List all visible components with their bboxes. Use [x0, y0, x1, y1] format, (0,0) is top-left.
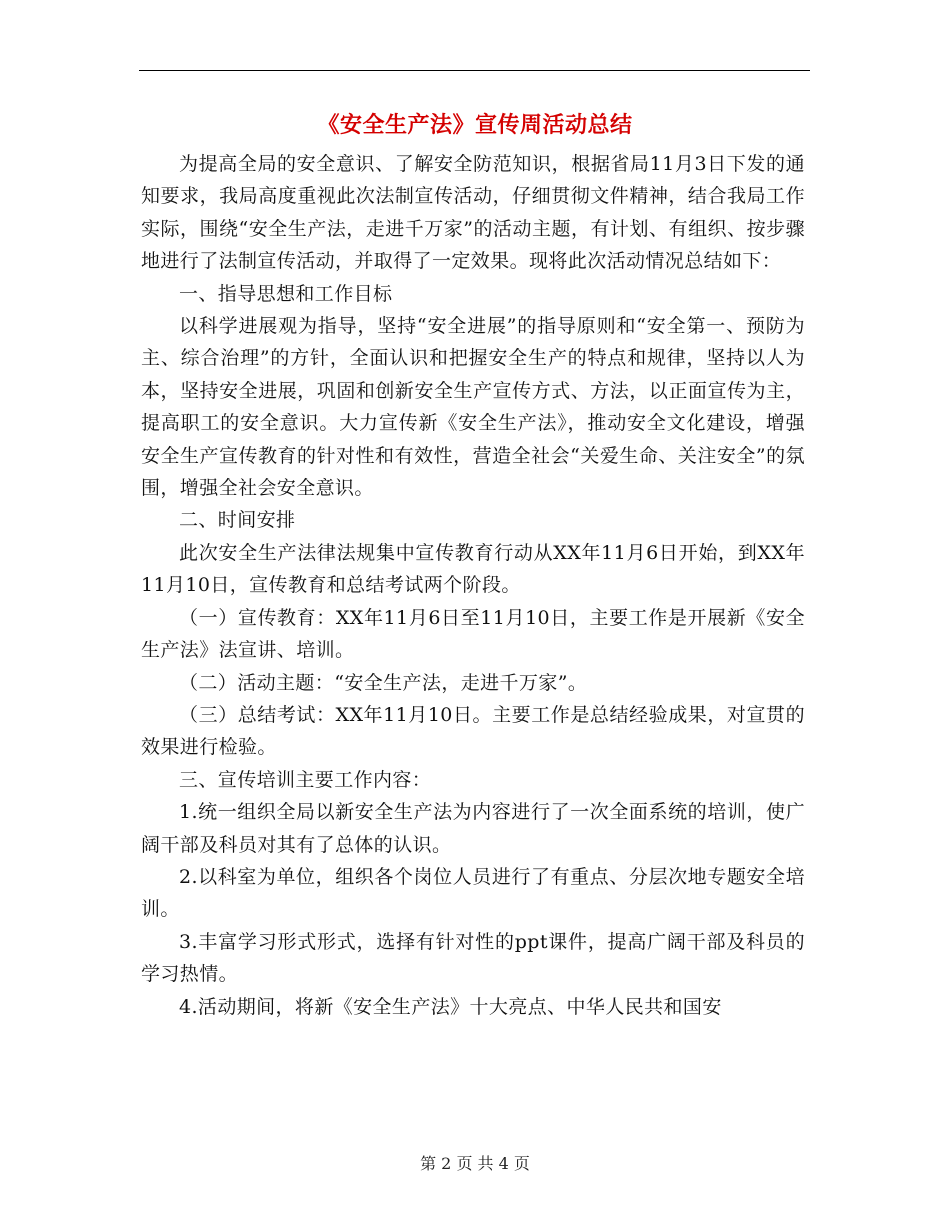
page-number-footer: 第 2 页 共 4 页 — [420, 1154, 530, 1173]
list-item-1: 1.统一组织全局以新安全生产法为内容进行了一次全面系统的培训，使广阔干部及科员对其有了总体的认识。 — [141, 801, 805, 856]
body-paragraph: 此次安全生产法律法规集中宣传教育行动从XX年11月6日开始，到XX年11月10日，宣传教育和总结考试两个阶段。 — [141, 541, 805, 597]
schedule-item-1: （一）宣传教育：XX年11月6日至11月10日，主要工作是开展新《安全生产法》法宣讲、培训。 — [141, 606, 805, 662]
section-heading-3: 三、宣传培训主要工作内容： — [179, 768, 432, 791]
schedule-item-3: （三）总结考试：XX年11月10日。主要工作是总结经验成果，对宣贯的效果进行检验。 — [141, 703, 805, 759]
list-item-3: 3.丰富学习形式形式，选择有针对性的ppt课件，提高广阔干部及科员的学习热情。 — [141, 930, 805, 986]
body-paragraph: 以科学进展观为指导，坚持“安全进展”的指导原则和“安全第一、预防为主、综合治理”的方针，全面认识和把握安全生产的特点和规律，坚持以人为本，坚持安全进展，巩固和创新安全生产宣传方式、方法，以正面宣传为主，提高职工的安全意识。大力宣传新《安全生产法》，推动安全文化建设，增强安全生产宣传教育的针对性和有效性，营造全社会“关爱生命、关注安全”的氛围，增强全社会安全意识。 — [141, 315, 805, 500]
document-title: 《安全生产法》宣传周活动总结 — [317, 112, 633, 138]
intro-paragraph: 为提高全局的安全意识、了解安全防范知识，根据省局11月3日下发的通知要求，我局高度重视此次法制宣传活动，仔细贯彻文件精神，结合我局工作实际，围绕“安全生产法，走进千万家”的活动主题，有计划、有组织、按步骤地进行了法制宣传活动，并取得了一定效果。现将此次活动情况总结如下： — [141, 153, 805, 273]
list-item-4: 4.活动期间，将新《安全生产法》十大亮点、中华人民共和国安 — [179, 995, 722, 1018]
schedule-item-2: （二）活动主题：“安全生产法，走进千万家”。 — [179, 671, 588, 694]
document-body — [141, 148, 805, 1023]
list-item-2: 2.以科室为单位，组织各个岗位人员进行了有重点、分层次地专题安全培训。 — [141, 865, 805, 921]
section-heading-2: 二、时间安排 — [179, 509, 296, 532]
header-rule — [139, 70, 810, 71]
section-heading-1: 一、指导思想和工作目标 — [179, 282, 393, 305]
